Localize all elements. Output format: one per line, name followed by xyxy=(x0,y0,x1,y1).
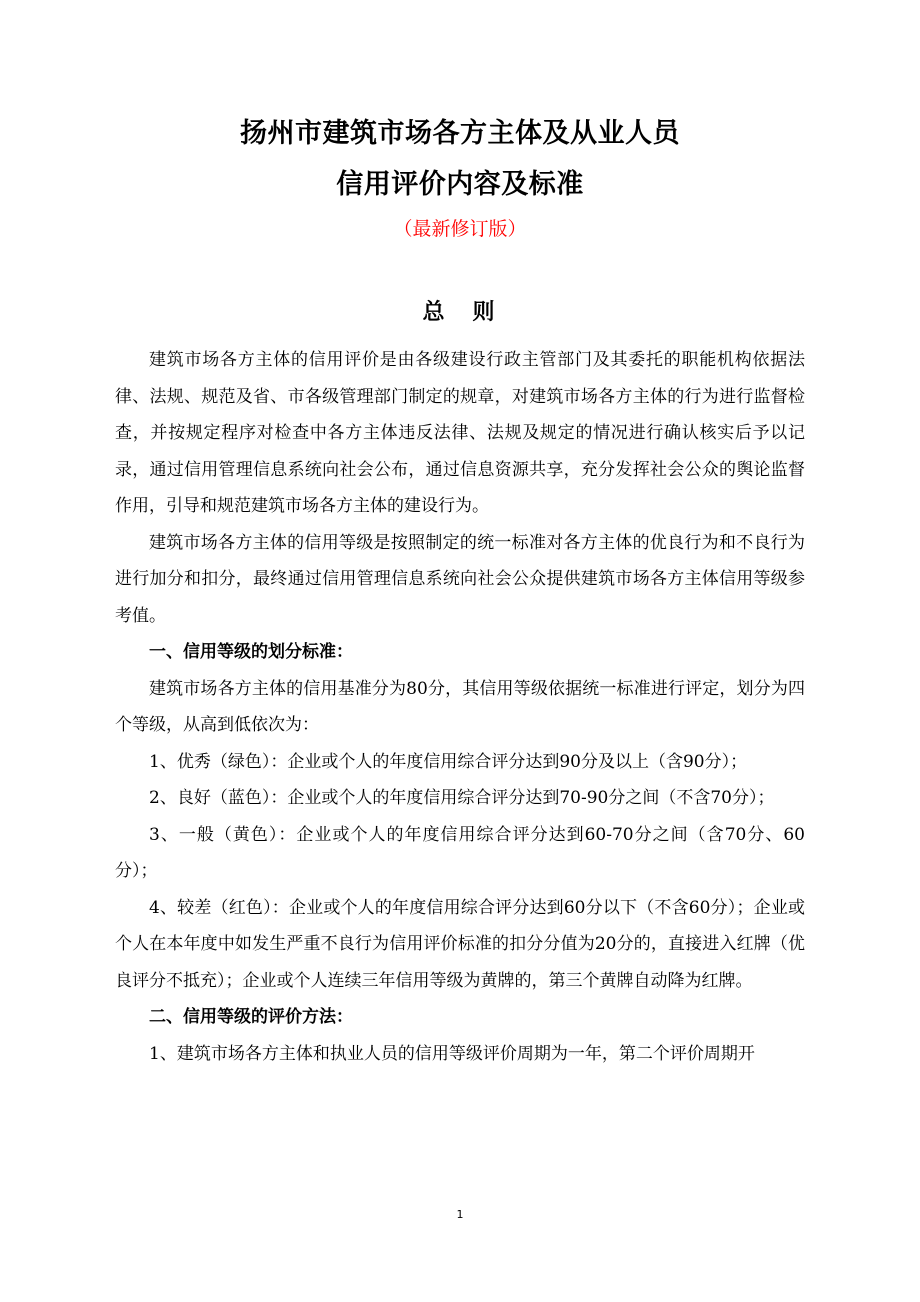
paragraph-base-score: 建筑市场各方主体的信用基准分为80分，其信用等级依据统一标准进行评定，划分为四个等级，从高到低依次为： xyxy=(115,678,805,735)
list-item-good: 2、良好（蓝色）：企业或个人的年度信用综合评分达到70-90分之间（不含70分）； xyxy=(149,788,775,808)
paragraph-credit-level-intro: 建筑市场各方主体的信用等级是按照制定的统一标准对各方主体的优良行为和不良行为进行加分和扣分，最终通过信用管理信息系统向社会公众提供建筑市场各方主体信用等级参考值。 xyxy=(115,532,805,626)
subheading-level-criteria: 一、信用等级的划分标准： xyxy=(149,642,353,662)
list-item-excellent: 1、优秀（绿色）：企业或个人的年度信用综合评分达到90分及以上（含90分）； xyxy=(149,751,748,772)
document-subtitle: （最新修订版） xyxy=(393,218,527,240)
paragraph-evaluation-cycle: 1、建筑市场各方主体和执业人员的信用等级评价周期为一年，第二个评价周期开 xyxy=(149,1043,755,1064)
document-title-line2: 信用评价内容及标准 xyxy=(336,169,584,200)
document-title-line1: 扬州市建筑市场各方主体及从业人员 xyxy=(240,118,680,149)
list-item-poor: 4、较差（红色）：企业或个人的年度信用综合评分达到60分以下（不含60分）；企业或个人在本年度中如发生严重不良行为信用评价标准的扣分分值为20分的，直接进入红牌（优良评分不抵充）；企业或个人连续三年信用等级为黄牌的，第三个黄牌自动降为红牌。 xyxy=(115,897,805,991)
list-item-average: 3、一般（黄色）：企业或个人的年度信用综合评分达到60-70分之间（含70分、60分）； xyxy=(115,824,805,881)
section-heading-general: 总 则 xyxy=(422,300,498,325)
subheading-evaluation-method: 二、信用等级的评价方法： xyxy=(149,1007,353,1027)
document-body xyxy=(115,342,805,1072)
page-number: 1 xyxy=(456,1208,464,1221)
paragraph-credit-evaluation-intro: 建筑市场各方主体的信用评价是由各级建设行政主管部门及其委托的职能机构依据法律、法规、规范及省、市各级管理部门制定的规章，对建筑市场各方主体的行为进行监督检查，并按规定程序对检查中各方主体违反法律、法规及规定的情况进行确认核实后予以记录，通过信用管理信息系统向社会公布，通过信息资源共享，充分发挥社会公众的舆论监督作用，引导和规范建筑市场各方主体的建设行为。 xyxy=(115,350,805,516)
